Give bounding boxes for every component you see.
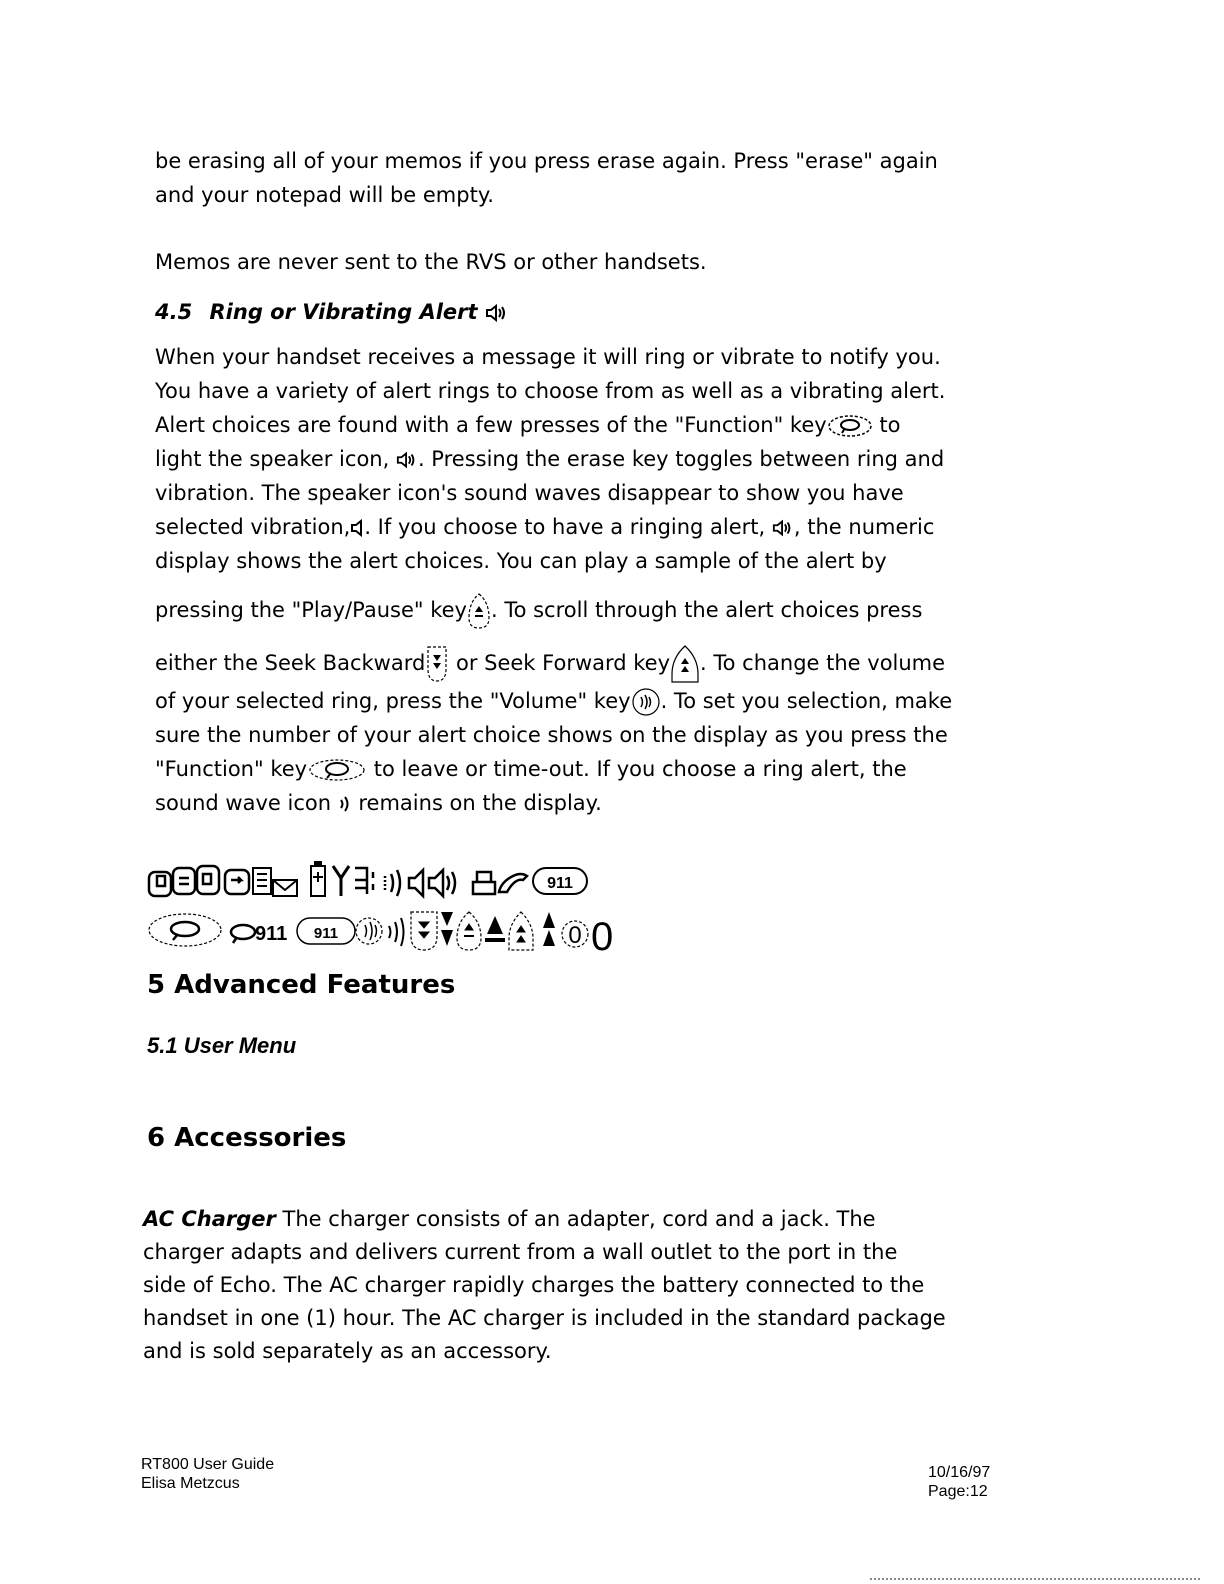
phone-icon xyxy=(499,874,527,892)
speaker-ring-icon xyxy=(429,870,455,896)
text-line: and your notepad will be empty. xyxy=(155,183,494,207)
zero-large-digit: 0 xyxy=(591,915,614,958)
section-5-1-heading: 5.1 User Menu xyxy=(147,1033,297,1058)
text-line xyxy=(155,442,1015,476)
play-pause-key-icon xyxy=(467,592,491,630)
text-segment: , the numeric xyxy=(793,515,935,539)
signal-icon xyxy=(355,868,373,894)
speaker-ring-icon xyxy=(772,518,794,538)
seek-backward-icon xyxy=(441,912,453,946)
text-line: charger adapts and delivers current from a wall outlet to the port in the xyxy=(143,1240,898,1264)
continuation-paragraph xyxy=(155,144,1015,212)
text-line xyxy=(143,1203,1023,1236)
ac-charger-paragraph xyxy=(143,1203,1023,1368)
seek-backward-key-icon xyxy=(411,912,437,950)
text-segment: to xyxy=(872,413,901,437)
zero-key-label: 0 xyxy=(568,922,582,949)
text-line: sure the number of your alert choice shows on the display as you press the xyxy=(155,723,948,747)
play-pause-icon xyxy=(485,916,505,942)
text-line: be erasing all of your memos if you press erase again. Press "erase" again xyxy=(155,149,938,173)
sound-wave-icon xyxy=(385,870,400,896)
message-saved-icon xyxy=(197,866,219,894)
speaker-ring-icon xyxy=(485,303,509,323)
text-segment: . If you choose to have a ringing alert, xyxy=(364,515,772,539)
text-segment: . To set you selection, make xyxy=(660,689,953,713)
text-line: handset in one (1) hour. The AC charger is included in the standard package xyxy=(143,1306,946,1330)
text-line: vibration. The speaker icon's sound waves disappear to show you have xyxy=(155,481,904,505)
function-key-icon xyxy=(827,413,873,439)
message-outbox-icon xyxy=(225,870,249,894)
section-4-5-body xyxy=(155,340,1015,820)
section-6-heading: 6 Accessories xyxy=(147,1123,347,1153)
footer-page-number: Page:12 xyxy=(928,1483,988,1500)
text-line xyxy=(155,510,1015,544)
text-line xyxy=(155,644,1015,684)
text-line: and is sold separately as an accessory. xyxy=(143,1339,552,1363)
text-segment: selected vibration, xyxy=(155,515,351,539)
footer-left xyxy=(141,1455,274,1493)
section-4-5-heading xyxy=(155,300,509,324)
seek-forward-key-icon xyxy=(670,644,700,684)
function-key-icon xyxy=(307,757,367,783)
envelope-icon xyxy=(273,880,297,896)
message-reply-icon xyxy=(173,868,195,894)
section-5-heading: 5 Advanced Features xyxy=(147,970,456,1000)
footer-date: 10/16/97 xyxy=(928,1464,991,1481)
text-line: When your handset receives a message it will ring or vibrate to notify you. xyxy=(155,345,941,369)
footer-author: Elisa Metzcus xyxy=(141,1475,240,1492)
text-segment: or Seek Forward key xyxy=(449,651,671,675)
text-segment: pressing the "Play/Pause" key xyxy=(155,598,467,622)
section-title: Ring or Vibrating Alert xyxy=(209,300,478,324)
battery-icon xyxy=(311,862,325,896)
volume-key-icon xyxy=(631,687,661,717)
text-line xyxy=(155,592,1015,630)
text-line xyxy=(155,752,1015,786)
seek-backward-key-icon xyxy=(425,645,449,683)
message-icon xyxy=(149,872,171,896)
badge-911-label: 911 xyxy=(547,875,573,892)
text-line xyxy=(155,786,1015,820)
function-key-small-icon xyxy=(231,925,255,943)
seek-forward-key-icon xyxy=(509,912,533,950)
icon-strip-row-2 xyxy=(147,908,667,958)
seek-forward-icon xyxy=(543,912,555,946)
speaker-vibrate-icon xyxy=(409,870,423,896)
footer-right xyxy=(928,1463,990,1501)
key-911-label: 911 xyxy=(313,925,339,942)
text-line: display shows the alert choices. You can play a sample of the alert by xyxy=(155,549,887,573)
function-key-icon xyxy=(149,914,221,946)
notepad-icon xyxy=(253,868,271,894)
memos-note: Memos are never sent to the RVS or other handsets. xyxy=(155,250,707,274)
icon-strip-row-1 xyxy=(147,858,627,902)
text-segment: either the Seek Backward xyxy=(155,651,426,675)
section-number: 4.5 xyxy=(155,300,193,324)
text-segment: . To scroll through the alert choices press xyxy=(490,598,923,622)
printer-icon xyxy=(473,872,495,894)
text-segment: remains on the display. xyxy=(351,791,602,815)
text-line: You have a variety of alert rings to choose from as well as a vibrating alert. xyxy=(155,379,946,403)
play-pause-key-icon xyxy=(457,912,481,950)
footer-guide-title: RT800 User Guide xyxy=(141,1456,275,1473)
volume-wave-icon xyxy=(389,918,404,946)
text-segment: of your selected ring, press the "Volume" key xyxy=(155,689,631,713)
text-segment: . To change the volume xyxy=(700,651,946,675)
text-911: 911 xyxy=(255,923,288,945)
text-segment: to leave or time-out. If you choose a ring alert, the xyxy=(367,757,907,781)
text-segment: "Function" key xyxy=(155,757,308,781)
text-line xyxy=(155,684,1015,718)
speaker-ring-icon xyxy=(396,450,418,470)
text-segment: The charger consists of an adapter, cord and a jack. The xyxy=(275,1207,876,1231)
text-segment: light the speaker icon, xyxy=(155,447,396,471)
volume-key-icon xyxy=(356,918,382,944)
sound-wave-icon xyxy=(338,794,352,814)
text-segment: . Pressing the erase key toggles between ring and xyxy=(417,447,945,471)
text-segment: sound wave icon xyxy=(155,791,338,815)
antenna-icon xyxy=(333,866,349,896)
text-line: side of Echo. The AC charger rapidly charges the battery connected to the xyxy=(143,1273,925,1297)
scan-artifact-line xyxy=(870,1578,1200,1580)
ac-charger-lead: AC Charger xyxy=(143,1207,276,1231)
text-line xyxy=(155,408,1015,442)
speaker-vibrate-icon xyxy=(350,518,364,538)
text-segment: Alert choices are found with a few presses of the "Function" key xyxy=(155,413,827,437)
